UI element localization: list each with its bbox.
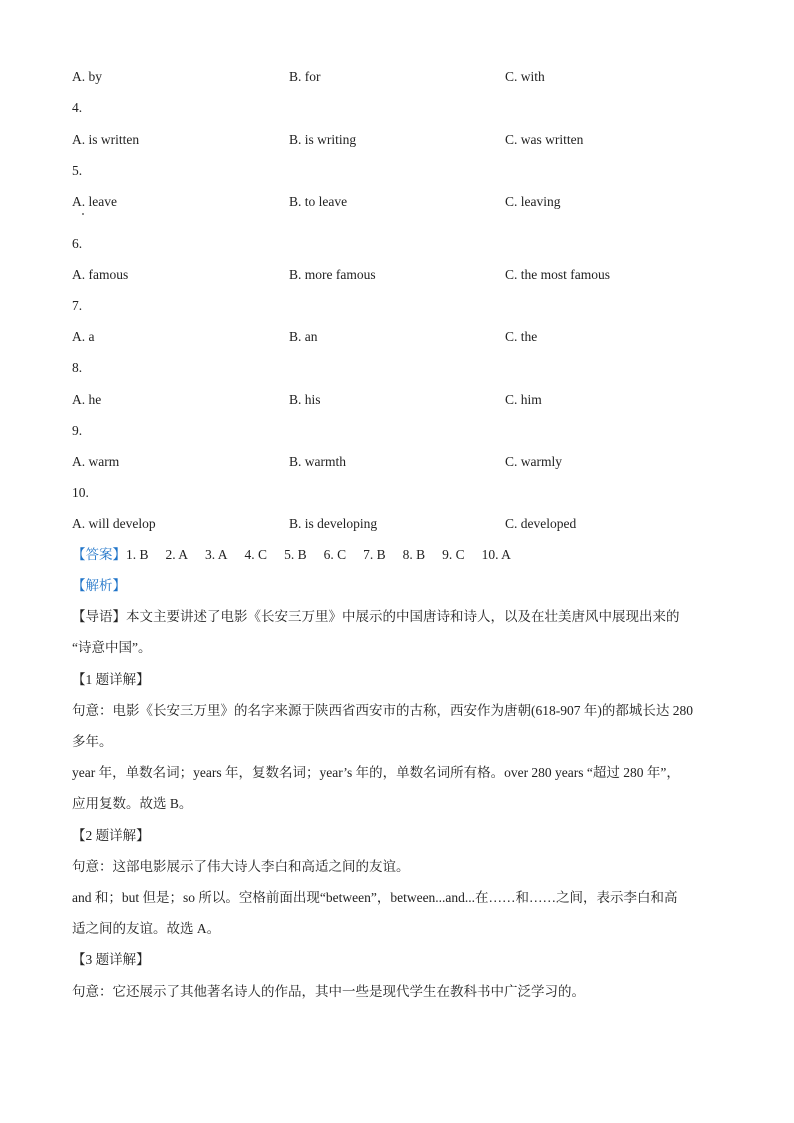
detail-1-line-1: 句意：电影《长安三万里》的名字来源于陕西省西安市的古称，西安作为唐朝(618-907 年)的都城长达 280 xyxy=(72,703,693,718)
answer-item: 5. B xyxy=(284,547,307,562)
option-c: C. with xyxy=(505,69,545,84)
option-c: C. was written xyxy=(505,132,584,147)
option-b: B. warmth xyxy=(289,454,346,469)
detail-1-line-3: year 年，单数名词；years 年，复数名词；year’s 年的，单数名词所有格。over 280 years “超过 280 年”， xyxy=(72,765,680,780)
stray-dot-mark xyxy=(82,213,84,215)
option-b: B. more famous xyxy=(289,267,376,282)
answer-item: 1. B xyxy=(126,547,149,562)
question-number-5: 5. xyxy=(72,163,83,178)
detail-2-line-3: 适之间的友谊。故选 A。 xyxy=(72,921,221,936)
detail-3-label: 【3 题详解】 xyxy=(72,952,150,967)
answer-item: 6. C xyxy=(323,547,347,562)
option-c: C. the xyxy=(505,329,538,344)
answer-item: 10. A xyxy=(481,547,511,562)
option-c: C. leaving xyxy=(505,194,561,209)
option-a: A. by xyxy=(72,69,102,84)
option-b: B. his xyxy=(289,392,321,407)
option-a: A. a xyxy=(72,329,95,344)
answer-item: 4. C xyxy=(244,547,268,562)
answer-item: 2. A xyxy=(165,547,189,562)
option-b: B. an xyxy=(289,329,318,344)
option-b: B. to leave xyxy=(289,194,348,209)
detail-1-line-4: 应用复数。故选 B。 xyxy=(72,796,193,811)
answer-label: 【答案】 xyxy=(72,547,126,562)
question-number-4: 4. xyxy=(72,100,83,115)
option-a: A. will develop xyxy=(72,516,156,531)
answer-item: 7. B xyxy=(363,547,386,562)
option-c: C. warmly xyxy=(505,454,562,469)
detail-1-line-2: 多年。 xyxy=(72,734,113,749)
answer-key xyxy=(72,546,528,564)
option-a: A. leave xyxy=(72,194,117,209)
options-row-3 xyxy=(72,68,732,86)
option-c: C. developed xyxy=(505,516,577,531)
option-c: C. the most famous xyxy=(505,267,610,282)
answer-item: 9. C xyxy=(442,547,465,562)
options-row-4 xyxy=(72,131,732,149)
question-number-8: 8. xyxy=(72,360,83,375)
answer-item: 3. A xyxy=(205,547,228,562)
option-c: C. him xyxy=(505,392,542,407)
question-number-7: 7. xyxy=(72,298,83,313)
intro-label: 【导语】 xyxy=(72,609,126,624)
option-b: B. for xyxy=(289,69,321,84)
option-a: A. warm xyxy=(72,454,120,469)
detail-1-label: 【1 题详解】 xyxy=(72,672,150,687)
options-row-8 xyxy=(72,391,732,409)
option-b: B. is writing xyxy=(289,132,357,147)
option-b: B. is developing xyxy=(289,516,378,531)
analysis-label: 【解析】 xyxy=(72,578,126,593)
question-number-10: 10. xyxy=(72,485,89,500)
option-a: A. famous xyxy=(72,267,129,282)
options-row-7 xyxy=(72,328,732,346)
detail-2-label: 【2 题详解】 xyxy=(72,828,150,843)
options-row-6 xyxy=(72,266,732,284)
intro-text: 本文主要讲述了电影《长安三万里》中展示的中国唐诗和诗人，以及在壮美唐风中展现出来的 xyxy=(126,609,680,624)
question-number-6: 6. xyxy=(72,236,83,251)
option-a: A. is written xyxy=(72,132,140,147)
detail-3-line-1: 句意：它还展示了其他著名诗人的作品，其中一些是现代学生在教科书中广泛学习的。 xyxy=(72,984,585,999)
detail-2-line-2: and 和；but 但是；so 所以。空格前面出现“between”，between...and...在……和……之间，表示李白和高 xyxy=(72,890,678,905)
options-row-10 xyxy=(72,515,732,533)
options-row-9 xyxy=(72,453,732,471)
intro-line-1 xyxy=(72,608,680,626)
intro-line-2: “诗意中国”。 xyxy=(72,640,152,655)
question-number-9: 9. xyxy=(72,423,83,438)
options-row-5 xyxy=(72,193,732,211)
detail-2-line-1: 句意：这部电影展示了伟大诗人李白和高适之间的友谊。 xyxy=(72,859,410,874)
answer-item: 8. B xyxy=(402,547,426,562)
option-a: A. he xyxy=(72,392,102,407)
